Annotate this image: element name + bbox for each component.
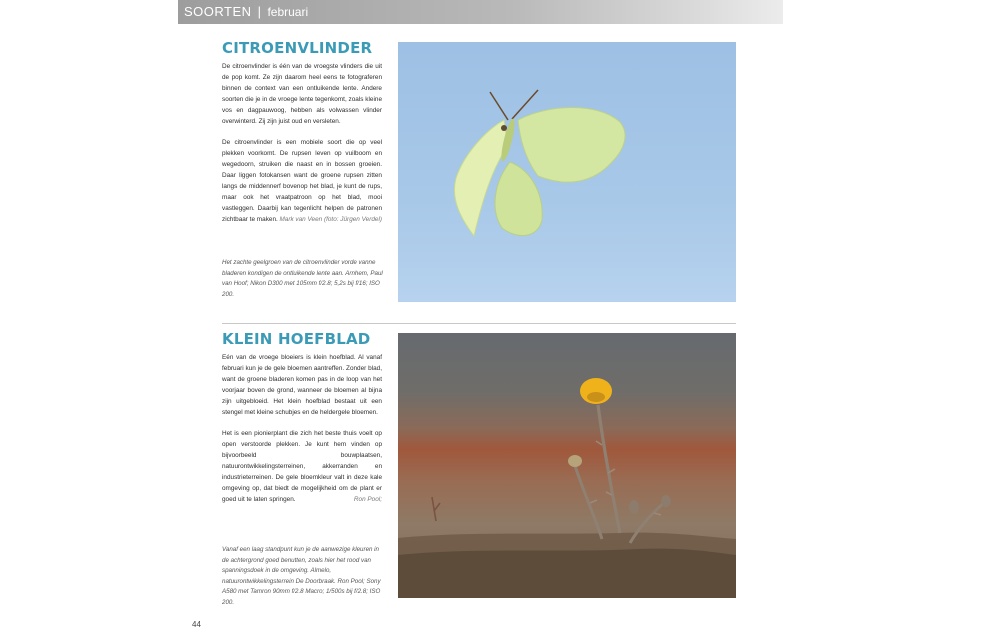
paragraph: De citroenvlinder is één van de vroegste vlinders die uit de pop komt. Ze zijn daarom heel eens te fotograferen binnen de context van een ontluikende lente. Andere soorten die je in de vroege lente tegenkomt, zoals kleine vos en dagpauwoog, hebben als volwassen vlinder overwinterd. Zij zijn juist oud en versleten. [222, 63, 382, 125]
paragraph-text: Het is een pionierplant die zich het beste thuis voelt op open verstoorde plekken. Je kunt hem vinden op bijvoorbeeld bouwplaatsen, natuurontwikkelingsterreinen, akkerranden en industrieterreinen. De gele bloemkleur valt in deze kale omgeving op, dat biedt de mogelijkheid om de plant er goed uit te laten springen. [222, 430, 382, 503]
author-credit: Mark van Veen (foto: Jürgen Verdel) [279, 215, 382, 223]
section-header [184, 4, 308, 19]
page-number: 44 [192, 620, 201, 629]
month-label: februari [267, 5, 309, 19]
coltsfoot-illustration [398, 333, 736, 598]
paragraph: Eén van de vroege bloeiers is klein hoefblad. Al vanaf februari kun je de gele bloemen aantreffen. Zonder blad, want de groene bladeren komen pas in de loop van het voorjaar boven de grond, wanneer de bloemen al bijna zijn uitgebloeid. Het klein hoefblad bestaat uit een stengel met kleine schubjes en de heldergele bloemen. [222, 354, 382, 416]
section-title-klein-hoefblad: KLEIN HOEFBLAD [222, 330, 371, 348]
article-body-citroenvlinder [222, 62, 382, 237]
author-credit: Ron Pool; [353, 495, 382, 503]
header-separator: | [257, 4, 262, 19]
photo-coltsfoot [398, 333, 736, 598]
section-title-citroenvlinder: CITROENVLINDER [222, 39, 373, 57]
paragraph-text: De citroenvlinder is een mobiele soort die op veel plekken voorkomt. De rupsen leven op vuilboom en wegedoorn, struiken die naast en in bossen groeien. Daar liggen fotokansen want de groene rupsen zitten langs de middennerf bovenop het blad, je kunt de rups, maar ook het vraatpatroon op het blad, mooi vastleggen. Daarbij kan tegenlicht helpen de patronen zichtbaar te maken. [222, 139, 382, 223]
butterfly-illustration [398, 42, 736, 302]
section-label: SOORTEN [184, 4, 252, 19]
paragraph [222, 138, 382, 225]
article-body-klein-hoefblad [222, 353, 382, 517]
photo-brimstone-butterfly [398, 42, 736, 302]
photo-caption-klein-hoefblad: Vanaf een laag standpunt kun je de aanwezige kleuren in de achtergrond goed benutten, zoals hier het rood van spanningsdoek in de omgeving. Almelo, natuurontwikkelingsterrein De Doorbraak. Ron Pool; Sony A580 met Tamron 90mm f/2.8 Macro; 1/500s bij f/2.8; ISO 200. [222, 546, 381, 606]
paragraph [222, 429, 382, 505]
photo-caption-citroenvlinder: Het zachte geelgroen van de citroenvlinder vorde vanne bladeren kondigen de ontluikende lente aan. Arnhem, Paul van Hoof; Nikon D300 met 105mm f/2.8; 5,2s bij f/16; ISO 200. [222, 259, 383, 298]
section-divider [222, 323, 736, 324]
